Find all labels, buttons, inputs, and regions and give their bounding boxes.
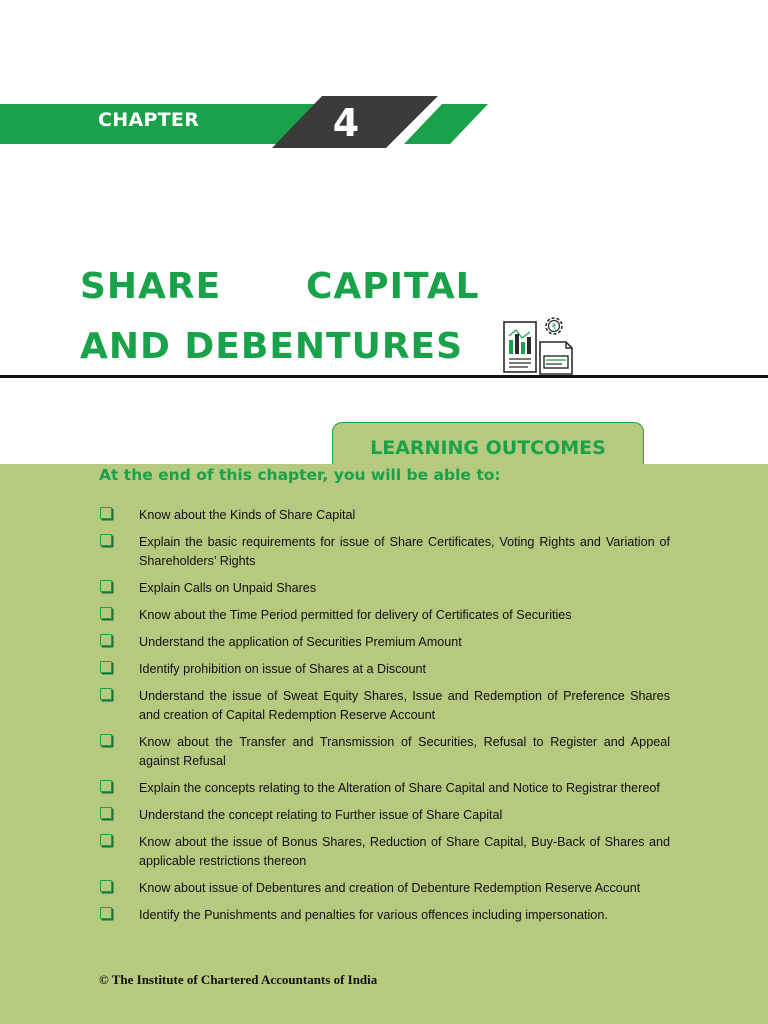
title-divider (0, 375, 768, 378)
checkbox-bullet-icon (100, 507, 112, 519)
learning-outcomes-heading: LEARNING OUTCOMES (370, 437, 606, 459)
list-item: Know about the Kinds of Share Capital (0, 506, 670, 525)
checkbox-bullet-icon (100, 688, 112, 700)
list-item: Understand the issue of Sweat Equity Shares, Issue and Redemption of Preference Shares and creation of Capital Redemption Reserve Account (0, 687, 670, 725)
checkbox-bullet-icon (100, 534, 112, 546)
list-item: Know about the Transfer and Transmission of Securities, Refusal to Register and Appeal against Refusal (0, 733, 670, 771)
chapter-title-line-2: AND DEBENTURES (80, 326, 464, 367)
checkbox-bullet-icon (100, 580, 112, 592)
checkbox-bullet-icon (100, 807, 112, 819)
learning-outcomes-list (0, 506, 768, 933)
list-item: Explain the concepts relating to the Alteration of Share Capital and Notice to Registrar thereof (0, 779, 670, 798)
list-item: Explain the basic requirements for issue of Share Certificates, Voting Rights and Variation of Shareholders’ Rights (0, 533, 670, 571)
chapter-label: CHAPTER (98, 109, 200, 131)
list-item: Know about the issue of Bonus Shares, Reduction of Share Capital, Buy-Back of Shares and applicable restrictions thereon (0, 833, 670, 871)
chapter-number: 4 (332, 101, 360, 145)
list-item: Know about the Time Period permitted for delivery of Certificates of Securities (0, 606, 670, 625)
checkbox-bullet-icon (100, 834, 112, 846)
financial-document-icon (500, 312, 576, 376)
checkbox-bullet-icon (100, 607, 112, 619)
title-word-capital: CAPITAL (306, 266, 480, 307)
list-item: Explain Calls on Unpaid Shares (0, 579, 670, 598)
checkbox-bullet-icon (100, 734, 112, 746)
checkbox-bullet-icon (100, 780, 112, 792)
list-item: Know about issue of Debentures and creation of Debenture Redemption Reserve Account (0, 879, 670, 898)
list-item: Understand the application of Securities Premium Amount (0, 633, 670, 652)
copyright-footer: © The Institute of Chartered Accountants of India (99, 972, 378, 987)
svg-text:₹: ₹ (551, 322, 557, 332)
list-item: Identify the Punishments and penalties for various offences including impersonation. (0, 906, 670, 925)
list-item: Understand the concept relating to Further issue of Share Capital (0, 806, 670, 825)
checkbox-bullet-icon (100, 661, 112, 673)
learning-outcomes-tab (332, 422, 644, 466)
learning-outcomes-intro: At the end of this chapter, you will be able to: (99, 466, 501, 484)
checkbox-bullet-icon (100, 880, 112, 892)
chapter-title-line-1 (80, 266, 480, 307)
list-item: Identify prohibition on issue of Shares at a Discount (0, 660, 670, 679)
checkbox-bullet-icon (100, 634, 112, 646)
checkbox-bullet-icon (100, 907, 112, 919)
title-word-share: SHARE (80, 266, 222, 307)
